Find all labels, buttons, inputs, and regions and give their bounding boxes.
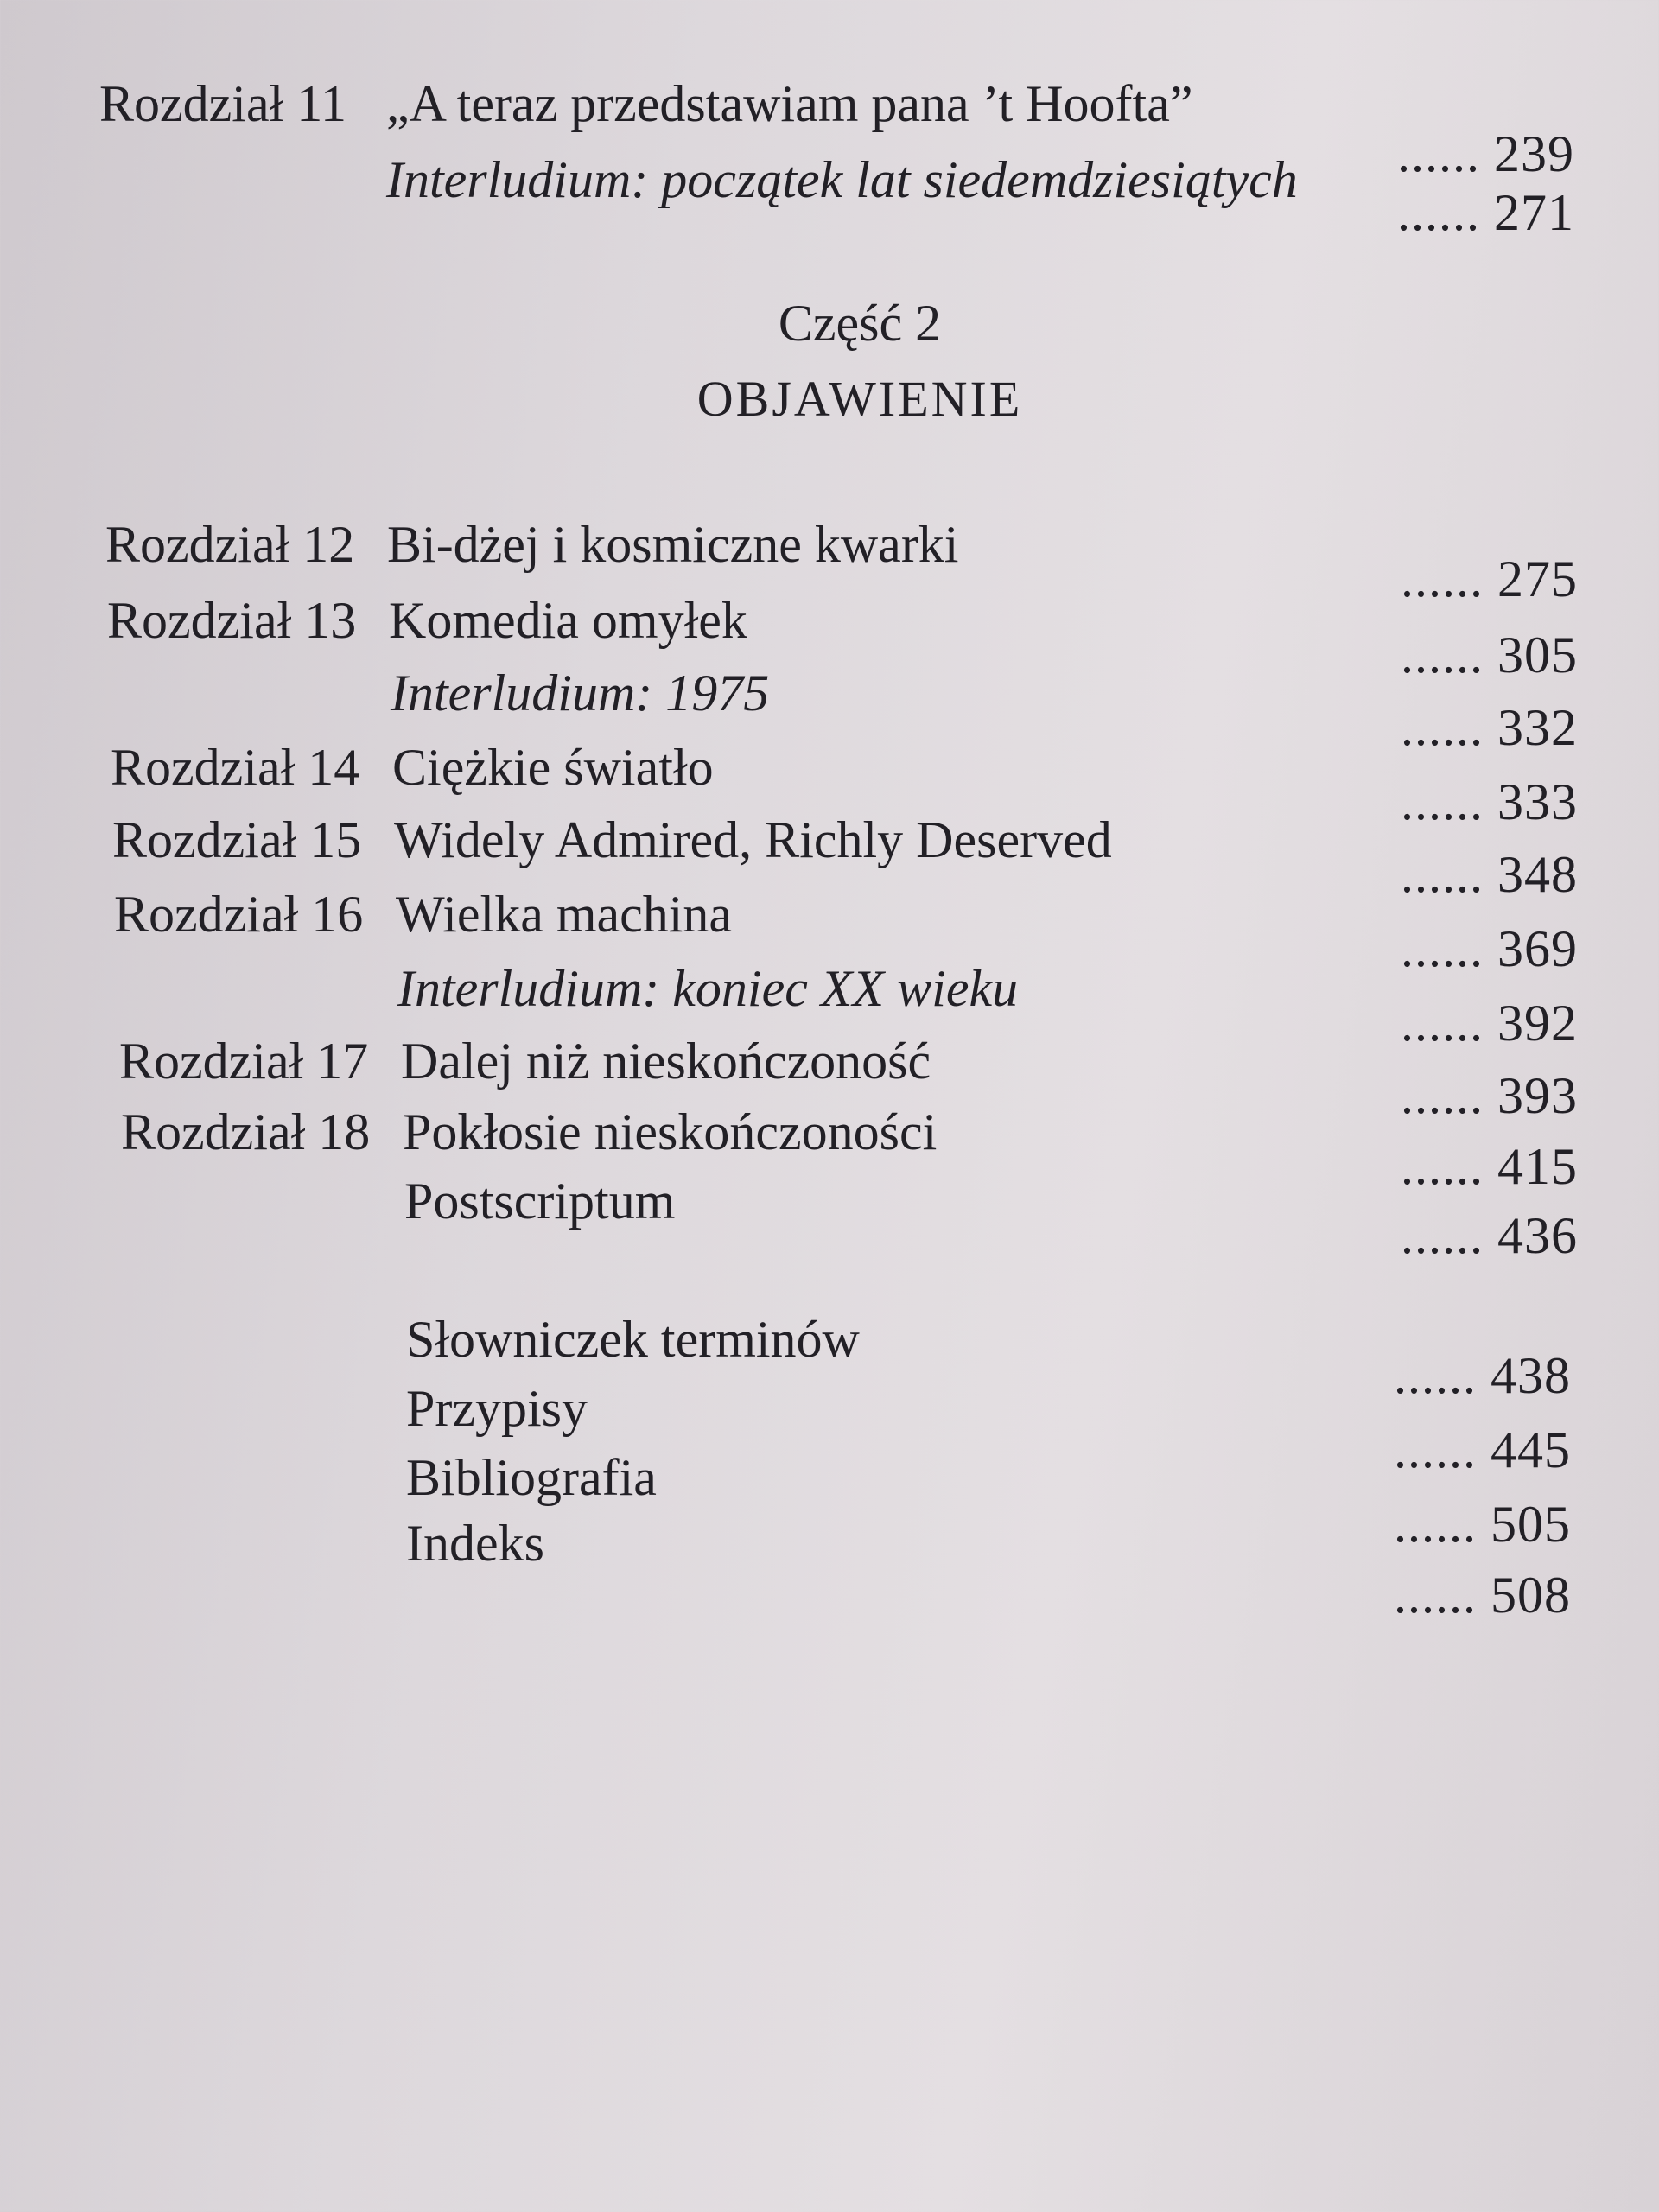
entry-title: Postscriptum: [404, 1173, 676, 1230]
entry-title: Dalej niż nieskończoność: [401, 1033, 931, 1090]
entry-title: Pokłosie nieskończoności: [403, 1103, 938, 1160]
part-title-block: [0, 370, 1659, 428]
toc-entry: [0, 811, 1578, 903]
toc-entry: [0, 1515, 1571, 1624]
entry-title: Wielka machina: [396, 886, 733, 943]
toc-entry: [0, 1311, 1571, 1404]
chapter-label: Rozdział 14: [111, 739, 360, 796]
chapter-label: Rozdział 16: [114, 886, 364, 943]
page-number: ...... 369: [1401, 920, 1578, 977]
toc-entry: [0, 886, 1578, 977]
chapter-label: Rozdział 17: [119, 1033, 369, 1090]
entry-title: Bibliografia: [406, 1449, 657, 1506]
page-number: ...... 415: [1401, 1138, 1578, 1195]
page-number: ...... 393: [1401, 1067, 1578, 1124]
chapter-label: Rozdział 11: [99, 75, 347, 132]
chapter-label: Rozdział 15: [112, 811, 362, 868]
page-number: ...... 275: [1401, 550, 1578, 607]
page-number: ...... 332: [1401, 699, 1578, 756]
page-number: ...... 508: [1394, 1567, 1571, 1624]
toc-entry: [0, 516, 1578, 607]
toc-entry: [0, 1173, 1578, 1264]
toc-entry: [0, 664, 1578, 756]
entry-title: Indeks: [406, 1515, 544, 1572]
chapter-label: Rozdział 18: [121, 1103, 371, 1160]
chapter-label: Rozdział 13: [107, 592, 357, 649]
part-number: Część 2: [778, 295, 942, 352]
entry-title: Ciężkie światło: [392, 739, 714, 796]
page-number: ...... 436: [1401, 1207, 1578, 1264]
entry-title: Interludium: 1975: [391, 664, 770, 721]
toc-entry: [0, 1033, 1578, 1124]
entry-title: Przypisy: [406, 1380, 588, 1437]
chapter-label: Rozdział 12: [105, 516, 355, 573]
part-heading: [0, 294, 1659, 353]
page-number: ...... 271: [1397, 184, 1574, 241]
page-number: ...... 305: [1401, 626, 1578, 683]
part-title: OBJAWIENIE: [696, 371, 1023, 427]
toc-entry: [0, 739, 1578, 830]
entry-title: Komedia omyłek: [389, 592, 747, 649]
entry-title: Słowniczek terminów: [406, 1311, 860, 1368]
entry-title: Bi-dżej i kosmiczne kwarki: [387, 516, 959, 573]
toc-entry: [0, 592, 1578, 683]
page-number: ...... 445: [1394, 1421, 1571, 1478]
page-number: ...... 438: [1394, 1347, 1571, 1404]
entry-title: Widely Admired, Richly Deserved: [394, 811, 1112, 868]
page-number: ...... 505: [1394, 1496, 1571, 1553]
page-number: ...... 333: [1401, 773, 1578, 830]
entry-title: Interludium: koniec XX wieku: [397, 960, 1019, 1017]
page-number: ...... 239: [1397, 125, 1574, 182]
entry-title: Interludium: początek lat siedemdziesiątych: [386, 151, 1298, 208]
toc-entry: [0, 960, 1578, 1052]
toc-entry: [0, 1103, 1578, 1195]
page-number: ...... 348: [1401, 846, 1578, 903]
page-number: ...... 392: [1401, 995, 1578, 1052]
entry-title: „A teraz przedstawiam pana ’t Hoofta”: [386, 75, 1193, 132]
